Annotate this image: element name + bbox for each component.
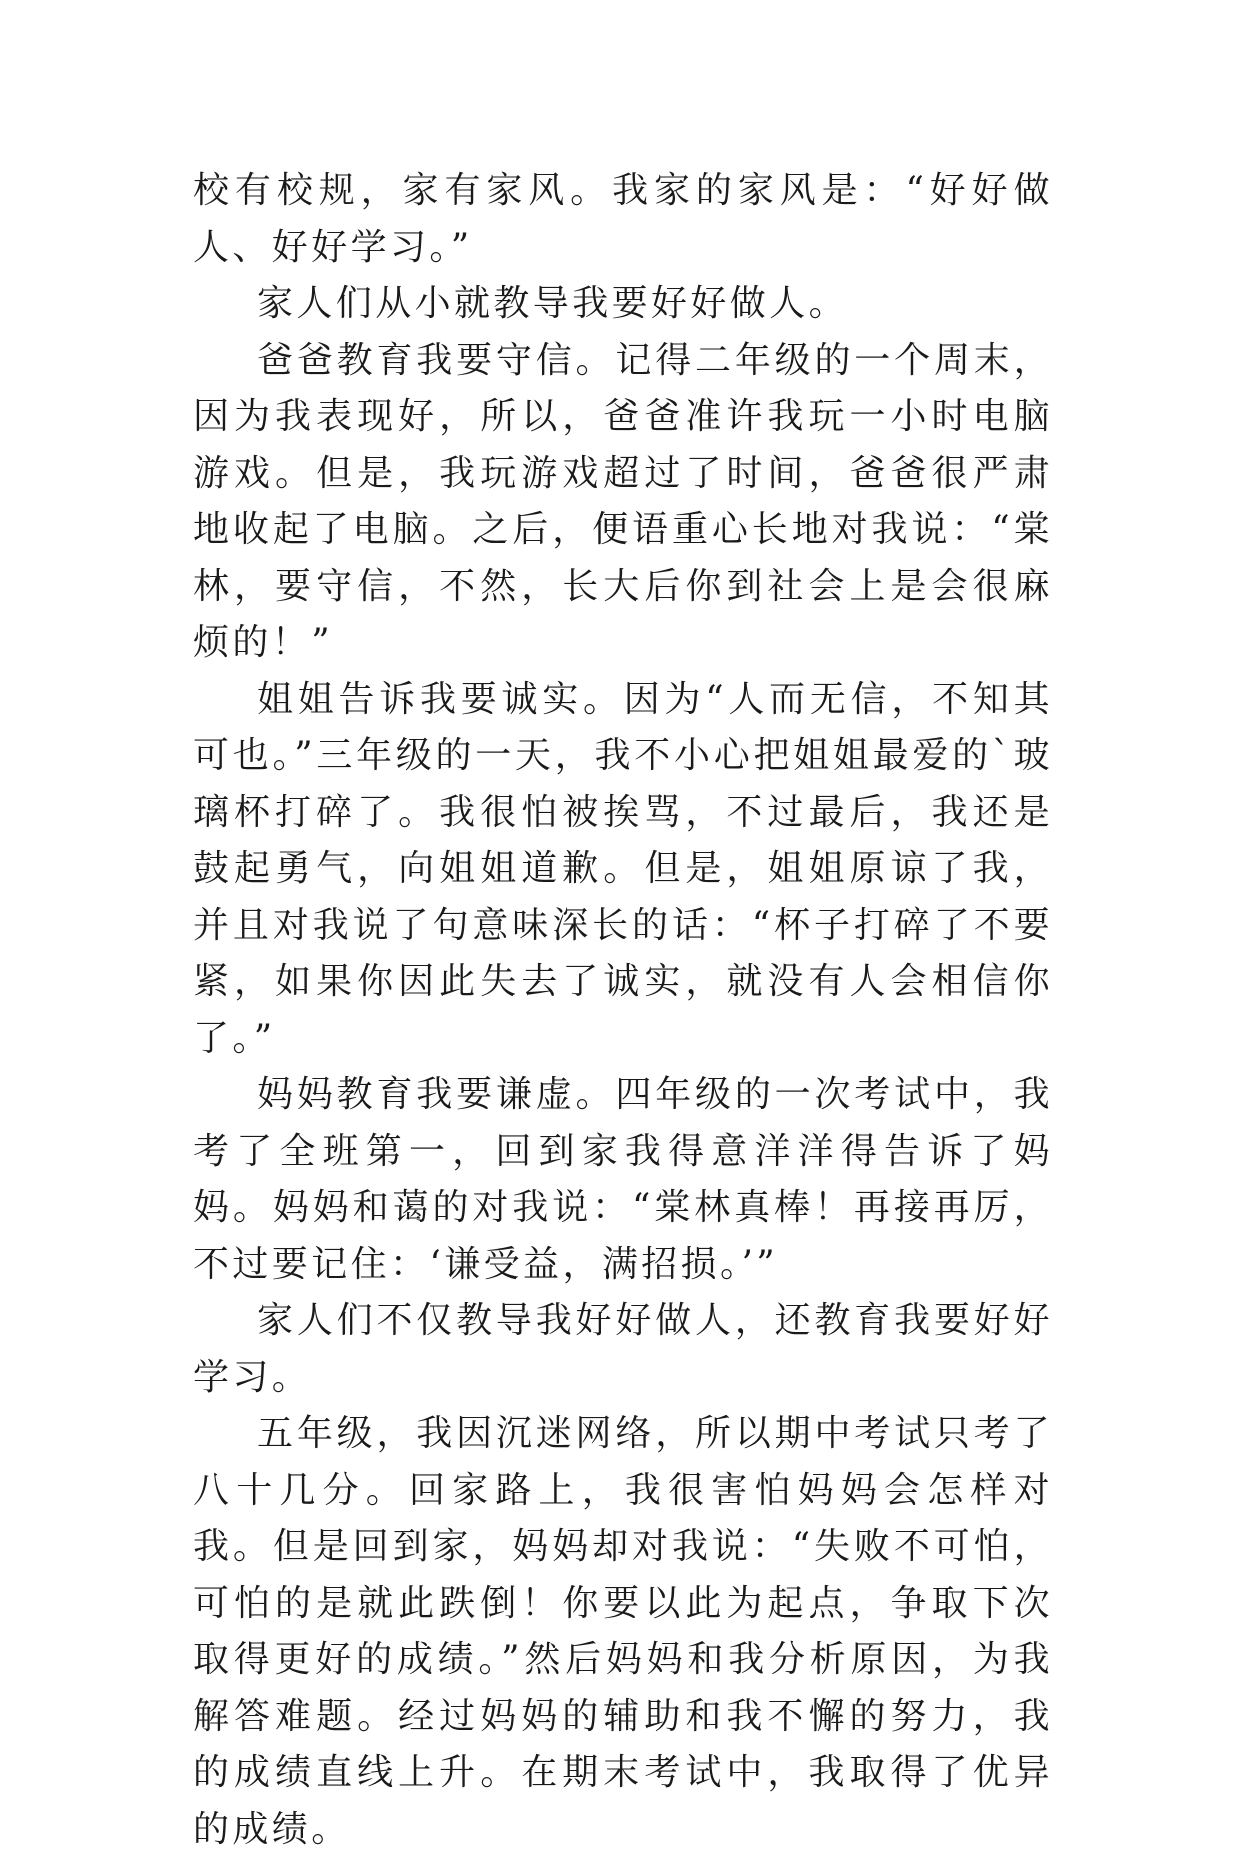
paragraph-mother-modesty: 妈妈教育我要谦虚。四年级的一次考试中，我考了全班第一，回到家我得意洋洋得告诉了妈妈。妈妈和蔼的对我说：“棠林真棒！再接再厉，不过要记住：‘谦受益，满招损。’” [193, 1074, 1053, 1285]
paragraph-grade-five: 五年级，我因沉迷网络，所以期中考试只考了八十几分。回家路上，我很害怕妈妈会怎样对我。但是回到家，妈妈却对我说：“失败不可怕，可怕的是就此跌倒！你要以此为起点，争取下次取得更好的成绩。”然后妈妈和我分析原因，为我解答难题。经过妈妈的辅助和我不懈的努力，我的成绩直线上升。在期末考试中，我取得了优异的成绩。 [193, 1413, 1053, 1850]
document-body [193, 163, 1053, 1858]
paragraph-intro: 校有校规，家有家风。我家的家风是：“好好做人、好好学习。” [193, 170, 1053, 268]
paragraph-sister-honesty: 姐姐告诉我要诚实。因为“人而无信，不知其可也。”三年级的一天，我不小心把姐姐最爱的`玻璃杯打碎了。我很怕被挨骂，不过最后，我还是鼓起勇气，向姐姐道歉。但是，姐姐原谅了我，并且对我说了句意味深长的话：“杯子打碎了不要紧，如果你因此失去了诚实，就没有人会相信你了。” [193, 678, 1053, 1059]
paragraph-study-well: 家人们不仅教导我好好做人，还教育我要好好学习。 [193, 1300, 1053, 1398]
paragraph-father-trust: 爸爸教育我要守信。记得二年级的一个周末，因为我表现好，所以，爸爸准许我玩一小时电脑游戏。但是，我玩游戏超过了时间，爸爸很严肃地收起了电脑。之后，便语重心长地对我说：“棠林，要守信，不然，长大后你到社会上是会很麻烦的！” [193, 339, 1053, 663]
paragraph-be-good-person: 家人们从小就教导我要好好做人。 [257, 283, 849, 324]
